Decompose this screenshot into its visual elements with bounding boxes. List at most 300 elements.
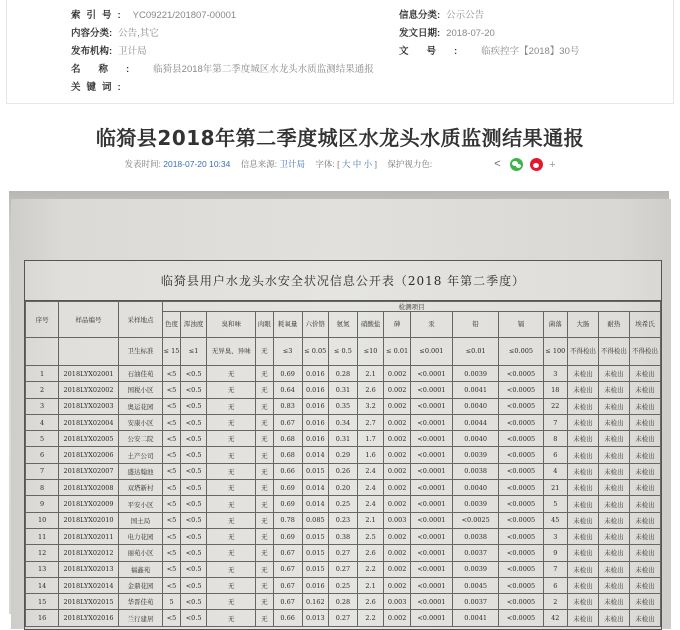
table-cell: 0.162 [302,594,329,610]
table-cell: <0.0001 [410,447,452,463]
table-cell: 无 [207,447,256,463]
table-cell: 0.002 [384,414,411,430]
index-value: YC09221/201807-00001 [132,10,237,21]
col-seq: 序号 [26,302,59,338]
col-turbidity: 浑浊度 [180,312,207,338]
table-cell: 0.0041 [452,382,498,398]
table-cell: 11 [26,528,59,544]
share-icon[interactable]: < [494,158,501,171]
table-cell: 未检出 [567,528,598,544]
col-ammonia: 氨氮 [329,312,358,338]
table-cell: 未检出 [629,577,660,593]
table-cell: 2.1 [357,512,384,528]
table-cell: 0.002 [384,528,411,544]
table-cell: 无 [207,366,256,382]
eye-protection-label: 保护视力色: [387,159,433,169]
table-cell: 0.69 [273,528,302,544]
std-chromium: ≤ 0.05 [302,338,329,366]
table-cell: <0.5 [180,398,207,414]
table-cell: 1.7 [357,431,384,447]
table-cell: <5 [163,414,181,430]
table-cell: <0.5 [180,561,207,577]
std-thermo: 不得检出 [598,338,629,366]
std-nitrate: ≤10 [357,338,384,366]
table-cell: 无 [256,512,274,528]
table-cell: 21 [543,480,567,496]
name-row [71,64,374,76]
table-cell: <0.0005 [499,561,543,577]
col-odor: 臭和味 [207,312,256,338]
doc-label: 文号: [399,46,476,57]
table-cell: 2018LYX02014 [59,577,119,593]
table-cell: 5 [543,496,567,512]
table-cell: <0.0001 [410,382,452,398]
table-cell: 0.31 [329,431,358,447]
table-cell: 未检出 [629,528,660,544]
table-cell: 未检出 [629,480,660,496]
table-cell: 无 [207,382,256,398]
table-cell: 未检出 [598,512,629,528]
table-cell: 无 [256,382,274,398]
table-cell: 华晋佳苑 [118,594,162,610]
table-cell: 2018LYX02005 [59,431,119,447]
table-cell: 0.35 [329,398,358,414]
std-ammonia: ≤ 0.5 [329,338,358,366]
table-cell: <0.0001 [410,577,452,593]
table-cell: <5 [163,382,181,398]
table-row [26,545,661,561]
table-cell: 2018LYX02011 [59,528,119,544]
plus-icon[interactable]: + [549,158,556,171]
table-cell: 未检出 [598,610,629,626]
table-cell: <5 [163,512,181,528]
table-cell: 无 [256,528,274,544]
table-cell: 0.0040 [452,480,498,496]
source-value: 卫计局 [279,159,306,169]
table-cell: 0.27 [329,545,358,561]
col-oxygen: 耗氧量 [273,312,302,338]
table-cell: 0.68 [273,431,302,447]
table-cell: 0.002 [384,431,411,447]
table-cell: 2018LYX02012 [59,545,119,561]
table-cell: 未检出 [629,545,660,561]
table-cell: 无 [256,545,274,561]
table-cell: <0.0001 [410,398,452,414]
col-faecal: 埃希氏 [629,312,660,338]
standards-row [26,338,661,366]
results-grid [25,301,661,627]
table-cell: 未检出 [598,496,629,512]
table-cell: 3 [543,366,567,382]
table-cell: <0.0005 [499,414,543,430]
content-row [71,28,159,40]
table-cell: 未检出 [567,447,598,463]
table-row [26,512,661,528]
table-cell: 无 [256,431,274,447]
table-cell: 14 [26,577,59,593]
table-cell: 丽苑小区 [118,545,162,561]
table-cell: 无 [207,528,256,544]
table-cell: 未检出 [598,398,629,414]
page-title: 临猗县2018年第二季度城区水龙头水质监测结果通报 [95,126,585,150]
table-cell: 金鼎花园 [118,577,162,593]
table-cell: 0.0040 [452,431,498,447]
table-cell: 12 [26,545,59,561]
table-cell: 18 [543,382,567,398]
table-cell: 0.27 [329,561,358,577]
table-cell: 3 [26,398,59,414]
col-site: 采样地点 [118,302,162,338]
table-cell: 电力花园 [118,528,162,544]
table-cell: 0.27 [329,610,358,626]
table-cell: 未检出 [567,577,598,593]
table-cell: <5 [163,577,181,593]
table-cell: 0.34 [329,414,358,430]
table-cell: 土产公司 [118,447,162,463]
org-row [71,46,147,58]
table-cell: 0.002 [384,366,411,382]
std-coliform: ≤ 100 [543,338,567,366]
table-cell: 9 [543,545,567,561]
table-cell: 0.016 [302,577,329,593]
index-label: 索引号: [71,10,127,21]
table-cell: <0.0005 [499,366,543,382]
table-cell: 7 [543,561,567,577]
standard-label: 卫生标准 [118,338,162,366]
table-cell: 2.4 [357,496,384,512]
col-thermo: 耐热 [598,312,629,338]
table-row [26,463,661,479]
table-cell: 未检出 [598,577,629,593]
table-cell: 2018LYX02004 [59,414,119,430]
table-cell: 未检出 [598,545,629,561]
table-row [26,414,661,430]
col-nitrate: 硝酸盐 [357,312,384,338]
table-cell: 未检出 [629,447,660,463]
table-cell: 无 [256,463,274,479]
table-cell: 0.0039 [452,447,498,463]
table-cell: 未检出 [598,366,629,382]
article-info-bar [0,158,680,171]
table-cell: 无 [207,577,256,593]
table-cell: 2018LYX02009 [59,496,119,512]
table-cell: 0.003 [384,594,411,610]
table-cell: 0.016 [302,382,329,398]
table-row [26,431,661,447]
table-cell: 未检出 [567,561,598,577]
publish-time: 2018-07-20 10:34 [163,159,231,169]
table-cell: 平安小区 [118,496,162,512]
table-cell: <5 [163,610,181,626]
table-cell: 无 [256,366,274,382]
table-cell: 福鑫苑 [118,561,162,577]
table-cell: 22 [543,398,567,414]
table-cell: <0.5 [180,577,207,593]
table-cell: 0.83 [273,398,302,414]
table-cell: 0.002 [384,382,411,398]
table-cell: 2018LYX02007 [59,463,119,479]
table-cell: 0.0037 [452,594,498,610]
keyword-row [71,82,133,94]
table-row [26,480,661,496]
table-cell: <0.5 [180,594,207,610]
table-cell: 1.6 [357,447,384,463]
std-faecal: 不得检出 [629,338,660,366]
table-cell: <0.0005 [499,398,543,414]
table-cell: 0.67 [273,545,302,561]
table-cell: 无 [207,414,256,430]
std-oxygen: ≤3 [273,338,302,366]
table-cell: 0.002 [384,463,411,479]
table-cell: 2.1 [357,366,384,382]
table-cell: 0.014 [302,447,329,463]
col-chromium: 六价铬 [302,312,329,338]
table-row [26,382,661,398]
table-cell: 兰行建居 [118,610,162,626]
std-turbidity: ≤1 [180,338,207,366]
table-cell: <0.0001 [410,528,452,544]
table-cell: 4 [543,463,567,479]
table-cell: 0.002 [384,561,411,577]
table-cell: 未检出 [567,545,598,561]
col-cadmium: 镉 [499,312,543,338]
std-cadmium: ≤0.005 [499,338,543,366]
index-row [71,10,236,22]
table-cell: 5 [26,431,59,447]
table-cell: 0.002 [384,577,411,593]
table-cell: <0.0001 [410,431,452,447]
table-cell: 6 [543,577,567,593]
table-cell: 2.4 [357,463,384,479]
table-cell: 0.64 [273,382,302,398]
table-cell: 未检出 [567,414,598,430]
table-cell: <0.0005 [499,480,543,496]
table-cell: 未检出 [629,366,660,382]
table-cell: 6 [26,447,59,463]
org-label: 发布机构: [71,46,113,57]
table-cell: 未检出 [629,594,660,610]
table-row [26,447,661,463]
table-cell: 2018LYX02015 [59,594,119,610]
table-cell: <0.0005 [499,431,543,447]
table-cell: 未检出 [567,594,598,610]
table-cell: <0.5 [180,431,207,447]
col-ecoli: 大肠 [567,312,598,338]
table-cell: 0.67 [273,577,302,593]
table-cell: 8 [543,431,567,447]
table-cell: 3 [543,528,567,544]
weibo-icon[interactable] [530,158,543,171]
font-small-button[interactable]: 小 [363,159,373,169]
table-cell: 6 [543,447,567,463]
table-cell: 未检出 [629,496,660,512]
table-cell: 3.2 [357,398,384,414]
table-cell: 0.67 [273,414,302,430]
table-cell: <0.0001 [410,480,452,496]
table-cell: <0.0001 [410,594,452,610]
date-row [399,28,495,40]
table-row [26,496,661,512]
table-row [26,528,661,544]
table-cell: 0.016 [302,366,329,382]
table-cell: <0.5 [180,414,207,430]
table-cell: 2018LYX02010 [59,512,119,528]
table-cell: 石油佳苑 [118,366,162,382]
table-cell: <0.0005 [499,463,543,479]
col-visible: 肉眼 [256,312,274,338]
table-cell: 9 [26,496,59,512]
table-cell: 无 [207,512,256,528]
table-cell: 无 [207,431,256,447]
wechat-icon[interactable] [510,158,523,171]
table-cell: <5 [163,366,181,382]
keyword-label: 关键词: [71,82,127,93]
table-title: 临猗县用户水龙头水安全状况信息公开表（2018 年第二季度） [25,261,661,301]
table-cell: 0.0039 [452,496,498,512]
source-label: 信息来源: [240,159,278,169]
table-cell: 未检出 [598,382,629,398]
table-cell: 0.0041 [452,610,498,626]
table-cell: 未检出 [598,561,629,577]
table-cell: 2.4 [357,480,384,496]
table-cell: 未检出 [567,431,598,447]
table-cell: 0.0038 [452,463,498,479]
std-ecoli: 不得检出 [567,338,598,366]
table-cell: <5 [163,528,181,544]
table-cell: <0.5 [180,463,207,479]
table-cell: 5 [163,594,181,610]
std-arsenic: ≤ 0.01 [384,338,411,366]
table-cell: 未检出 [567,382,598,398]
table-cell: <0.5 [180,528,207,544]
table-cell: 0.66 [273,610,302,626]
table-cell: 2.2 [357,610,384,626]
table-cell: 0.0040 [452,398,498,414]
table-cell: 0.016 [302,414,329,430]
table-cell: 无 [256,577,274,593]
table-cell: 未检出 [629,382,660,398]
table-cell: 0.69 [273,366,302,382]
table-cell: <5 [163,561,181,577]
table-cell: <0.0005 [499,577,543,593]
col-coliform: 菌落 [543,312,567,338]
content-label: 内容分类: [71,28,113,39]
table-cell: 公安二院 [118,431,162,447]
table-cell: <0.0001 [410,561,452,577]
table-cell: 盛达翰池 [118,463,162,479]
table-cell: 无 [207,398,256,414]
table-cell: 无 [256,414,274,430]
table-cell: 无 [256,447,274,463]
table-cell: <0.0001 [410,512,452,528]
table-cell: 0.67 [273,594,302,610]
table-cell: <0.0001 [410,610,452,626]
table-cell: 13 [26,561,59,577]
table-cell: <0.5 [180,366,207,382]
date-value: 2018-07-20 [446,28,495,39]
table-cell: 未检出 [567,366,598,382]
table-cell: 未检出 [629,398,660,414]
table-cell: 2018LYX02016 [59,610,119,626]
table-cell: 0.014 [302,496,329,512]
table-cell: 未检出 [598,431,629,447]
table-cell: 2018LYX02001 [59,366,119,382]
publish-label: 发表时间: [124,159,161,169]
table-cell: <0.0005 [499,447,543,463]
table-cell: 未检出 [567,463,598,479]
category-value: 公示公告 [446,10,485,21]
table-cell: 0.016 [302,398,329,414]
table-cell: 8 [26,480,59,496]
table-cell: <0.0005 [499,528,543,544]
table-cell: <5 [163,480,181,496]
table-cell: <0.0025 [452,512,498,528]
table-cell: <0.0005 [499,512,543,528]
table-cell: 45 [543,512,567,528]
col-lead: 铅 [452,312,498,338]
table-cell: 无 [207,610,256,626]
table-cell: 0.28 [329,366,358,382]
table-cell: 0.25 [329,496,358,512]
table-cell: 0.015 [302,561,329,577]
table-cell: <0.0005 [499,594,543,610]
table-cell: 未检出 [629,610,660,626]
table-cell: 2018LYX02008 [59,480,119,496]
table-cell: 未检出 [567,480,598,496]
table-cell: <5 [163,398,181,414]
table-cell: 0.0039 [452,366,498,382]
table-cell: 2 [543,594,567,610]
table-cell: 42 [543,610,567,626]
table-cell: 4 [26,414,59,430]
table-cell: 未检出 [629,512,660,528]
font-medium-button[interactable]: 中 [352,159,362,169]
table-cell: <0.5 [180,496,207,512]
table-cell: <5 [163,545,181,561]
table-cell: 16 [26,610,59,626]
font-large-button[interactable]: 大 [341,159,351,169]
table-cell: 2.5 [357,528,384,544]
table-cell: 未检出 [598,463,629,479]
table-cell: <0.0001 [410,414,452,430]
table-cell: 7 [543,414,567,430]
category-row [399,10,484,22]
table-cell: 国税小区 [118,382,162,398]
font-bracket-open: [ [337,159,340,169]
table-cell: 0.0038 [452,528,498,544]
table-cell: 2.2 [357,561,384,577]
table-cell: 0.28 [329,594,358,610]
std-lead: ≤0.01 [452,338,498,366]
table-cell: 0.002 [384,480,411,496]
table-cell: 无 [207,545,256,561]
scanned-document-image [9,191,669,623]
table-cell: 0.23 [329,512,358,528]
table-cell: <0.5 [180,610,207,626]
table-cell: 0.69 [273,480,302,496]
table-cell: <5 [163,463,181,479]
table-cell: 2018LYX02013 [59,561,119,577]
doc-value: 临疾控字【2018】30号 [481,46,580,57]
table-cell: 0.26 [329,463,358,479]
table-cell: 0.002 [384,496,411,512]
table-cell: 未检出 [629,414,660,430]
table-cell: <5 [163,496,181,512]
paper-sheet [11,199,671,629]
table-cell: 15 [26,594,59,610]
data-rows [26,366,661,627]
table-cell: <0.0005 [499,382,543,398]
